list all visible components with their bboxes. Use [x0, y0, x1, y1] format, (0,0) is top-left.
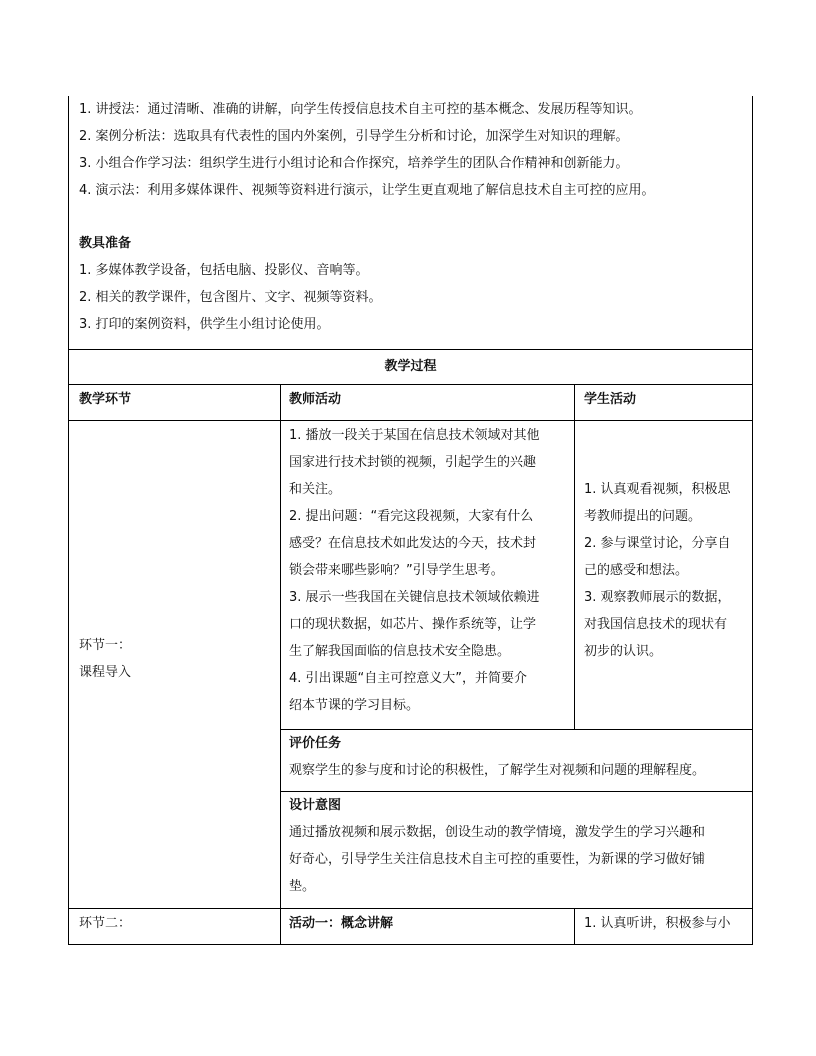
evaluation-text: 观察学生的参与度和讨论的积极性，了解学生对视频和问题的理解程度。: [289, 763, 706, 778]
design-intent: 设计意图 通过播放视频和展示数据，创设生动的教学情境，激发学生的学习兴趣和 好奇心，引导学生关注信息技术自主可控的重要性，为新课的学习做好铺 垫。: [289, 792, 705, 900]
row-divider: [68, 908, 753, 909]
design-title: 设计意图: [289, 798, 342, 813]
process-title: 教学过程: [384, 359, 437, 374]
stage2-student-activity: 1. 认真听讲，积极参与小: [584, 916, 731, 931]
stage2-teacher-activity: 活动一：概念讲解: [289, 916, 394, 931]
border-left: [68, 96, 69, 945]
row-divider: [68, 384, 753, 385]
stage2-label: 环节二：: [79, 916, 132, 931]
method-item: 4. 演示法：利用多媒体课件、视频等资料进行演示，让学生更直观地了解信息技术自主可控的应用。: [79, 183, 655, 198]
col-divider: [574, 908, 575, 945]
header-stage: 教学环节: [79, 392, 132, 407]
method-item: 2. 案例分析法：选取具有代表性的国内外案例，引导学生分析和讨论，加深学生对知识的理解。: [79, 129, 629, 144]
border-bottom: [68, 944, 753, 945]
stage1-teacher-activities: 1. 播放一段关于某国在信息技术领域对其他 国家进行技术封锁的视频，引起学生的兴趣 和关注。 2. 提出问题：“看完这段视频，大家有什么 感受？在信息技术如此发达的今天，技术封 锁会带来哪些影响？”引导学生思考。 3. 展示一些我国在关键信息技术领域依赖进 口的现状数据，如芯片、操作系统等，让学 生了解我国面临的信息技术安全隐患。 4. 引出课题“自主可控意义大”，并简要介 绍本节课的学习目标。: [289, 428, 540, 713]
stage1-student-activities: 1. 认真观看视频，积极思 考教师提出的问题。 2. 参与课堂讨论，分享自 己的感受和想法。 3. 观察教师展示的数据， 对我国信息技术的现状有 初步的认识。: [584, 482, 731, 659]
stage1-label: 环节一： 课程导入: [79, 638, 132, 680]
row-divider: [68, 420, 753, 421]
header-student: 学生活动: [584, 392, 637, 407]
col-divider: [574, 384, 575, 730]
equipment-item: 1. 多媒体教学设备，包括电脑、投影仪、音响等。: [79, 263, 369, 278]
teaching-methods: [79, 96, 655, 204]
equipment-section: [79, 230, 382, 338]
equipment-item: 3. 打印的案例资料，供学生小组讨论使用。: [79, 317, 330, 332]
border-right: [752, 96, 753, 945]
equipment-title: 教具准备: [79, 236, 132, 251]
evaluation-task: [289, 730, 705, 784]
header-teacher: 教师活动: [289, 392, 342, 407]
evaluation-title: 评价任务: [289, 736, 342, 751]
equipment-item: 2. 相关的教学课件，包含图片、文字、视频等资料。: [79, 290, 382, 305]
method-item: 3. 小组合作学习法：组织学生进行小组讨论和合作探究，培养学生的团队合作精神和创新能力。: [79, 156, 629, 171]
col-divider: [280, 384, 281, 945]
method-item: 1. 讲授法：通过清晰、准确的讲解，向学生传授信息技术自主可控的基本概念、发展历程等知识。: [79, 102, 642, 117]
